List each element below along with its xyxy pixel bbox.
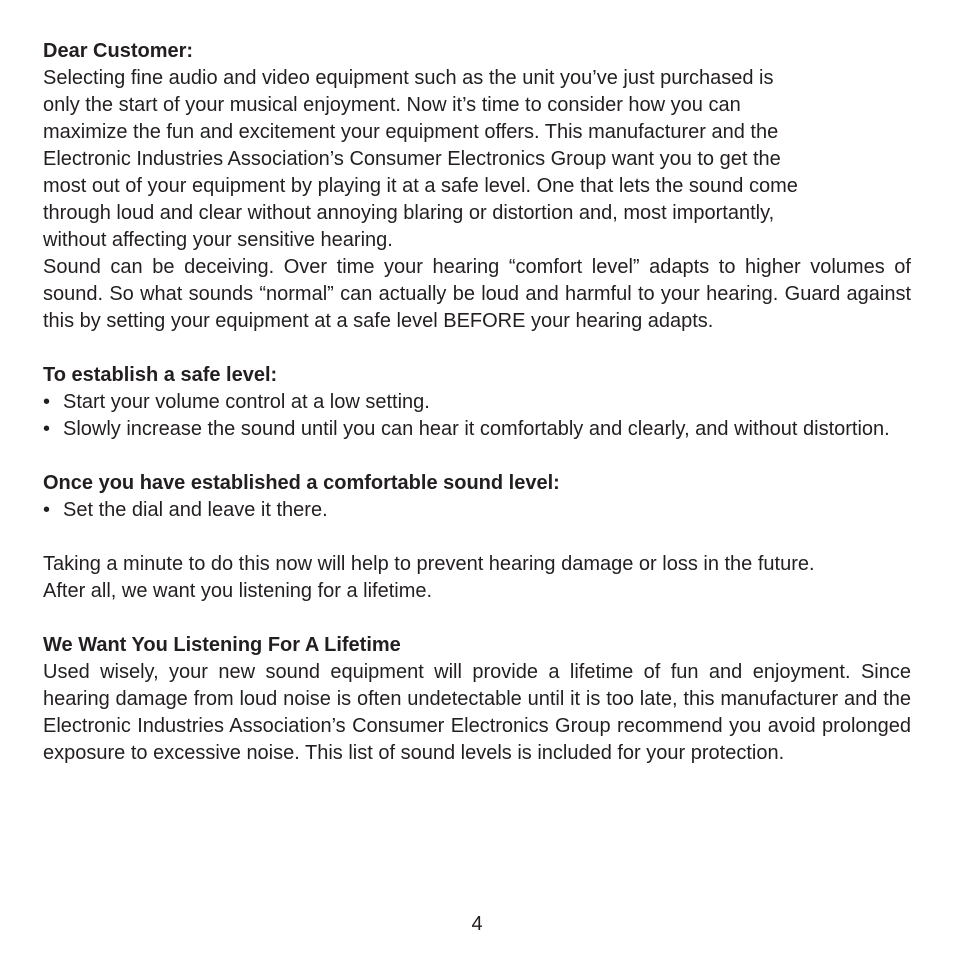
intro-line: maximize the fun and excitement your equipment offers. This manufacturer and the: [43, 121, 779, 143]
list-item: [43, 389, 911, 416]
bullet-icon: •: [43, 499, 51, 521]
minute-line: Taking a minute to do this now will help to prevent hearing damage or loss in the future.: [43, 553, 815, 575]
document-body: [43, 38, 911, 767]
intro-line: without affecting your sensitive hearing.: [43, 229, 393, 251]
sound-deceiving-paragraph: Sound can be deceiving. Over time your hearing “comfort level” adapts to higher volumes of sound. So what sounds “normal” can actually be loud and harmful to your hearing. Guard against this by setting your equipment at a safe level BEFORE your hearing adapts.: [43, 256, 911, 332]
intro-line: through loud and clear without annoying blaring or distortion and, most importantly,: [43, 202, 775, 224]
heading-dear-customer: Dear Customer:: [43, 40, 194, 62]
bullet-text: Set the dial and leave it there.: [63, 499, 328, 521]
intro-line: only the start of your musical enjoyment. Now it’s time to consider how you can: [43, 94, 741, 116]
lifetime-paragraph: Used wisely, your new sound equipment will provide a lifetime of fun and enjoyment. Since hearing damage from loud noise is often undetectable until it is too late, this manufacturer and the Electronic Industries Association’s Consumer Electronics Group recommend you avoid prolonged exposure to excessive noise. This list of sound levels is included for your protection.: [43, 661, 911, 764]
intro-paragraph: [43, 65, 911, 254]
intro-line: Electronic Industries Association’s Consumer Electronics Group want you to get the: [43, 148, 781, 170]
spacer: [43, 443, 911, 470]
established-bullet-list: [43, 497, 911, 524]
page-number: 4: [471, 913, 483, 935]
spacer: [43, 335, 911, 362]
bullet-text: Start your volume control at a low setting.: [63, 391, 430, 413]
spacer: [43, 605, 911, 632]
establish-bullet-list: [43, 389, 911, 443]
minute-paragraph: [43, 551, 911, 605]
bullet-icon: •: [43, 391, 51, 413]
bullet-text: Slowly increase the sound until you can hear it comfortably and clearly, and without distortion.: [63, 418, 890, 440]
heading-listening-lifetime: We Want You Listening For A Lifetime: [43, 634, 401, 656]
heading-establish-safe-level: To establish a safe level:: [43, 364, 278, 386]
list-item: [43, 416, 911, 443]
intro-line: Selecting fine audio and video equipment such as the unit you’ve just purchased is: [43, 67, 774, 89]
list-item: [43, 497, 911, 524]
bullet-icon: •: [43, 418, 51, 440]
intro-line: most out of your equipment by playing it at a safe level. One that lets the sound come: [43, 175, 798, 197]
heading-comfortable-level: Once you have established a comfortable sound level:: [43, 472, 560, 494]
minute-line: After all, we want you listening for a lifetime.: [43, 580, 433, 602]
spacer: [43, 524, 911, 551]
